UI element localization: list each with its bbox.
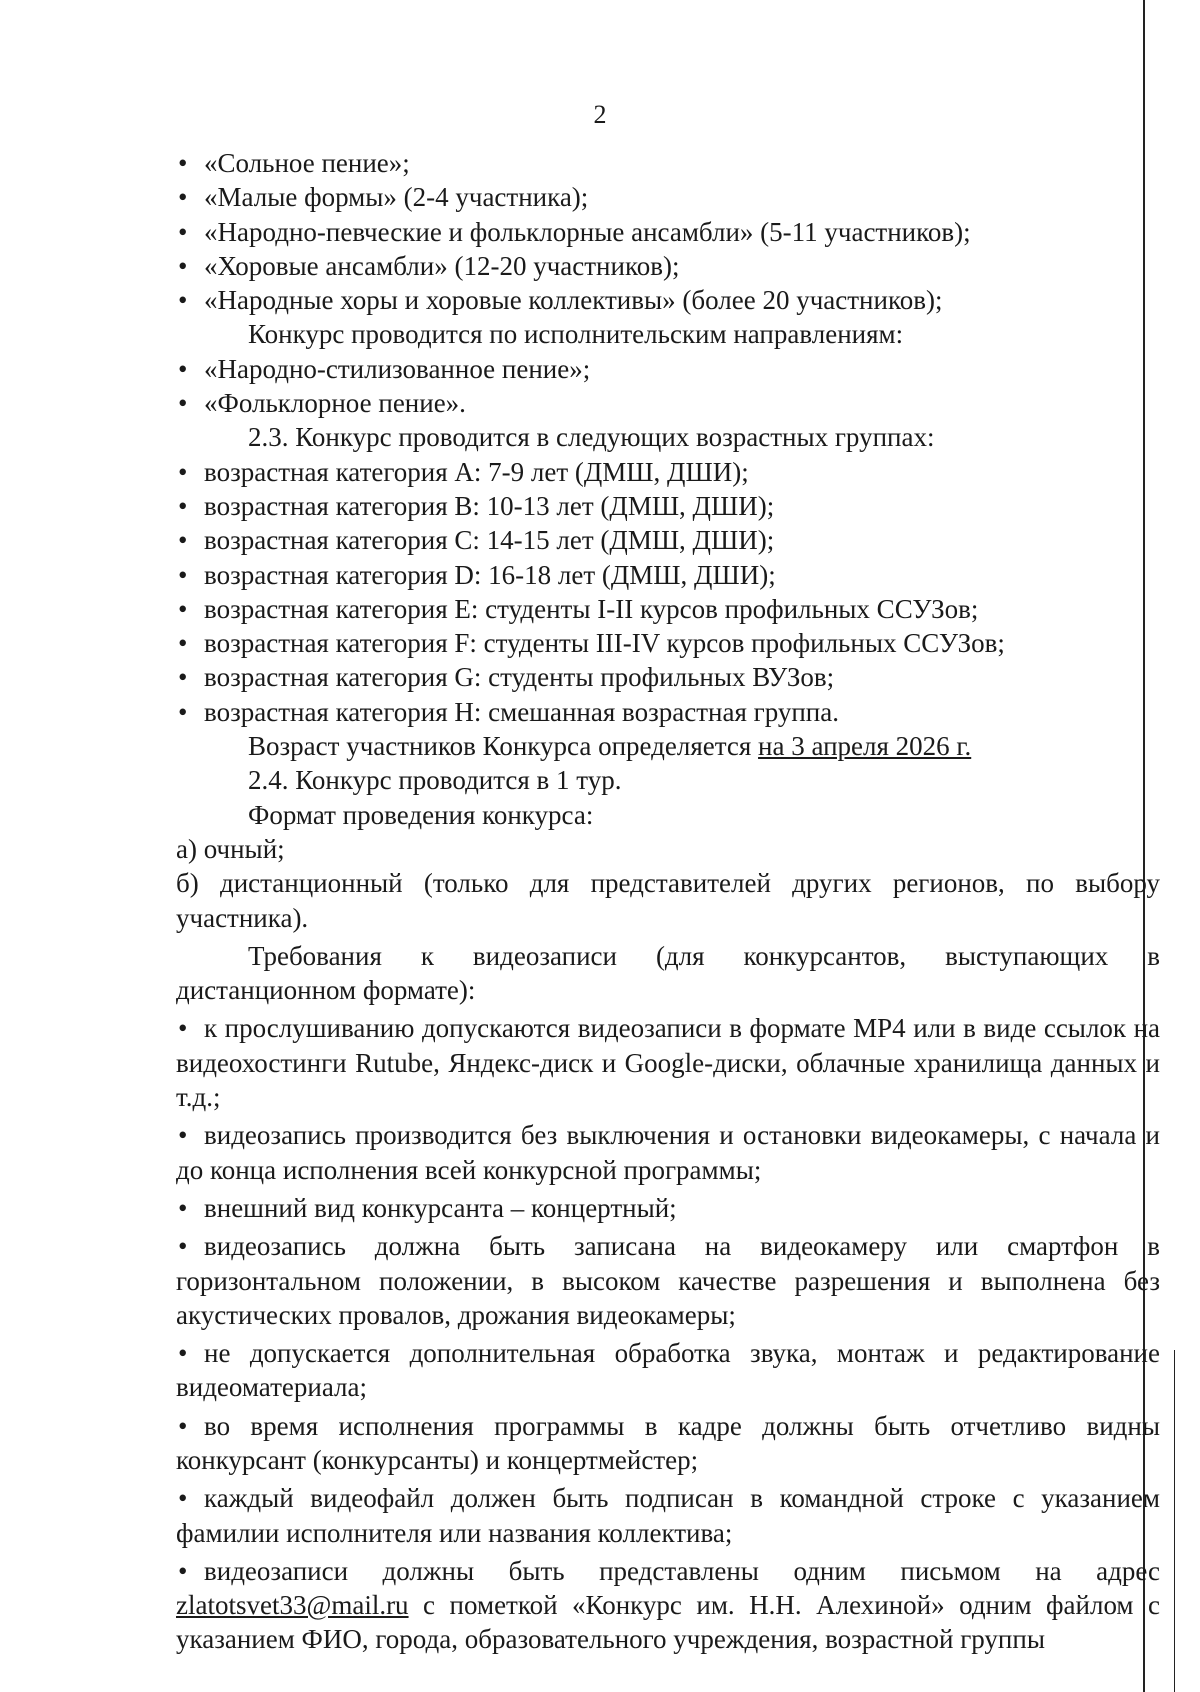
email-link[interactable]: zlatotsvet33@mail.ru <box>176 1590 409 1621</box>
document-body <box>176 146 1160 1657</box>
format-option-a: а) очный; <box>176 833 285 864</box>
age-groups-intro: 2.3. Конкурс проводится в следующих возрастных группах: <box>248 422 935 453</box>
format-title: Формат проведения конкурса: <box>248 799 594 830</box>
list-item: • «Малые формы» (2-4 участника); <box>176 180 1160 214</box>
requirement-text: • во время исполнения программы в кадре должны быть отчетливо видны конкурсант (конкурсанты) и концертмейстер; <box>176 1410 1160 1475</box>
submission-text-continued: с пометкой «Конкурс им. Н.Н. Алехиной» одним файлом с указанием ФИО, города, образовательного учреждения, возрастной группы <box>176 1590 1160 1655</box>
requirements-title-continued: дистанционном формате): <box>176 975 476 1006</box>
requirement-item <box>176 1409 1160 1478</box>
requirement-item <box>176 1118 1160 1187</box>
age-category-item: • возрастная категория С: 14-15 лет (ДМШ, ДШИ); <box>176 523 1160 557</box>
age-category-item: • возрастная категория Н: смешанная возрастная группа. <box>176 695 1160 729</box>
requirement-item <box>176 1481 1160 1550</box>
list-item: • «Народные хоры и хоровые коллективы» (более 20 участников); <box>176 283 1160 317</box>
age-category-item: • возрастная категория А: 7-9 лет (ДМШ, ДШИ); <box>176 455 1160 489</box>
list-item: • «Хоровые ансамбли» (12-20 участников); <box>176 249 1160 283</box>
scan-edge-line-far-right <box>1174 1350 1175 1692</box>
format-option-b: б) дистанционный (только для представителей других регионов, по выбору <box>176 868 1160 899</box>
requirement-item <box>176 1336 1160 1405</box>
requirement-item <box>176 1011 1160 1114</box>
requirement-text: • видеозапись должна быть записана на видеокамеру или смартфон в горизонтальном положении, в высоком качестве разрешения и выполнена без акустических провалов, дрожания видеокамеры; <box>176 1231 1160 1330</box>
requirement-item-submission <box>176 1554 1160 1657</box>
list-item: • «Народно-певческие и фольклорные ансамбли» (5-11 участников); <box>176 215 1160 249</box>
age-category-item: • возрастная категория В: 10-13 лет (ДМШ, ДШИ); <box>176 489 1160 523</box>
age-category-item: • возрастная категория D: 16-18 лет (ДМШ, ДШИ); <box>176 558 1160 592</box>
age-category-item: • возрастная категория G: студенты профильных ВУЗов; <box>176 660 1160 694</box>
requirement-text: • к прослушиванию допускаются видеозаписи в формате МР4 или в виде ссылок на видеохостинги Rutube, Яндекс-диск и Google-диски, облачные хранилища данных и т.д.; <box>176 1013 1160 1113</box>
requirement-text: • каждый видеофайл должен быть подписан в командной строке с указанием фамилии исполнителя или названия коллектива; <box>176 1483 1160 1548</box>
list-item: • «Фольклорное пение». <box>176 386 1160 420</box>
requirements-title: Требования к видеозаписи (для конкурсантов, выступающих в <box>248 940 1160 971</box>
age-category-item: • возрастная категория Е: студенты I-II курсов профильных ССУЗов; <box>176 592 1160 626</box>
requirement-text: • не допускается дополнительная обработка звука, монтаж и редактирование видеоматериала; <box>176 1338 1160 1403</box>
requirement-item <box>176 1229 1160 1332</box>
list-item: • «Сольное пение»; <box>176 146 1160 180</box>
age-note-date: на 3 апреля 2026 г. <box>758 731 972 762</box>
tour-info: 2.4. Конкурс проводится в 1 тур. <box>248 765 622 796</box>
page-number: 2 <box>593 100 607 129</box>
directions-intro: Конкурс проводится по исполнительским направлениям: <box>248 319 904 350</box>
age-note <box>176 729 1160 763</box>
age-category-item: • возрастная категория F: студенты III-IV курсов профильных ССУЗов; <box>176 626 1160 660</box>
list-item: • «Народно-стилизованное пение»; <box>176 352 1160 386</box>
submission-text: видеозаписи должны быть представлены одним письмом на адрес <box>204 1555 1160 1586</box>
requirement-text: • видеозапись производится без выключения и остановки видеокамеры, с начала и до конца исполнения всей конкурсной программы; <box>176 1120 1160 1185</box>
age-note-text: Возраст участников Конкурса определяется <box>248 731 759 762</box>
requirement-item <box>176 1191 1160 1225</box>
requirement-text: • внешний вид конкурсанта – концертный; <box>204 1192 677 1223</box>
format-option-b-continued: участника). <box>176 902 309 933</box>
